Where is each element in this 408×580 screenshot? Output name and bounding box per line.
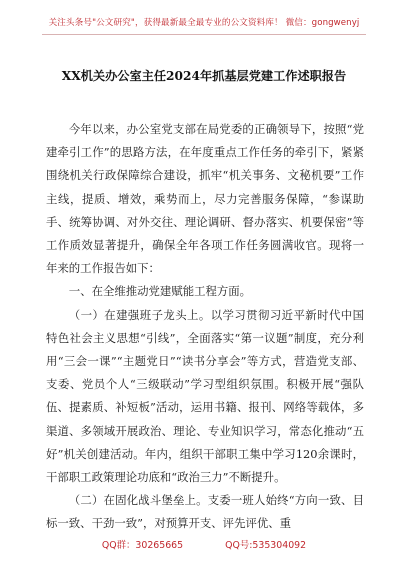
document-body — [46, 118, 364, 536]
paragraph-subsection-2: （二）在固化战斗堡垒上。支委一班人始终“方向一致、目标一致、干劲一致”，对预算开支、评先评优、重 — [46, 493, 364, 531]
footer-contact — [0, 537, 408, 551]
header-banner: 关注头条号"公文研究"，获得最新最全最专业的公文资料库！ 微信：gongwenyj — [48, 18, 360, 28]
header-divider — [42, 34, 366, 35]
paragraph-intro: 今年以来，办公室党支部在局党委的正确领导下，按照“党建牵引工作”的思路方法，在年度重点工作任务的牵引下，紧紧围绕机关行政保障综合建设，抓牢“机关事务、文秘机要”工作主线，提质、增效，乘势而上，尽力完善服务保障，“参谋助手、统筹协调、对外交往、理论调研、督办落实、机要保密”等工作质效显著提升，确保全年各项工作任务圆满收官。现将一年来的工作报告如下： — [46, 122, 364, 276]
document-title: XX机关办公室主任2024年抓基层党建工作述职报告 — [61, 69, 347, 83]
paragraph-section-heading: 一、在全维推动党建赋能工程方面。 — [68, 284, 252, 299]
footer-qq-number: QQ号:535304092 — [225, 540, 307, 551]
footer-qq-group: QQ群：30265665 — [101, 540, 184, 551]
paragraph-subsection-1: （一）在建强班子龙头上。以学习贯彻习近平新时代中国特色社会主义思想“引线”，全面落实“第一议题”制度，充分利用“三会一课”“主题党日”“读书分享会”等方式，营造党支部、支委、党员个人“三级联动”学习型组织氛围。积极开展“强队伍、提素质、补短板”活动，运用书籍、报刊、网络等载体，多渠道、多领域开展政治、理论、专业知识学习，常态化推动“五好”机关创建活动。年内，组织干部职工集中学习120余课时，干部职工政策理论功底和“政治三力”不断提升。 — [46, 307, 364, 485]
